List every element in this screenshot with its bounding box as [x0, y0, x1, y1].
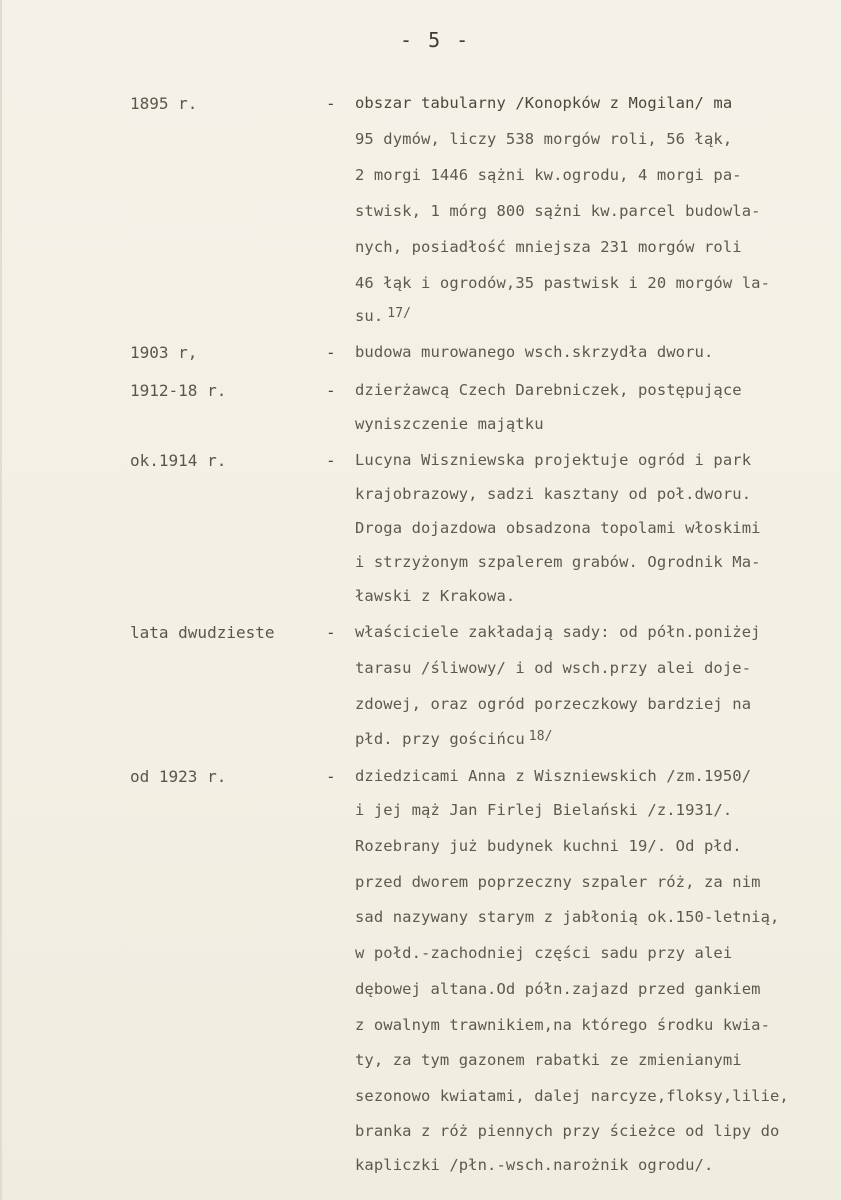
entry-text-line: obszar tabularny /Konopków z Mogilan/ ma: [355, 94, 733, 112]
entry-dash: -: [326, 623, 336, 642]
entry-text-line: w połd.-zachodniej części sadu przy alei: [355, 944, 733, 962]
entry-text-line: stwisk, 1 mórg 800 sążni kw.parcel budowla-: [355, 202, 761, 220]
entry-text-line: 2 morgi 1446 sążni kw.ogrodu, 4 morgi pa-: [355, 166, 742, 184]
entry-dash: -: [326, 343, 336, 362]
footnote-marker: 18/: [528, 729, 553, 744]
entry-text: su.: [355, 307, 384, 325]
entry-text-line: ławski z Krakowa.: [355, 587, 516, 605]
entry-text-line: zdowej, oraz ogród porzeczkowy bardziej na: [355, 695, 752, 713]
entry-date: 1903 r,: [130, 343, 198, 362]
entry-text-line: budowa murowanego wsch.skrzydła dworu.: [355, 343, 714, 361]
entry-dash: -: [326, 381, 336, 400]
footnote-marker: 17/: [387, 306, 412, 321]
entry-text-line: 46 łąk i ogrodów,35 pastwisk i 20 morgów la-: [355, 274, 770, 292]
entry-text-line: i jej mąż Jan Firlej Bielański /z.1931/.: [355, 801, 733, 819]
entry-text-line: z owalnym trawnikiem,na którego środku kwia-: [355, 1016, 770, 1034]
entry-text-line: dzierżawcą Czech Darebniczek, postępujące: [355, 381, 742, 399]
entry-text-line: wyniszczenie majątku: [355, 415, 544, 433]
entry-text-line: [355, 307, 411, 325]
entry-text: płd. przy gościńcu: [355, 730, 525, 748]
entry-date: ok.1914 r.: [130, 451, 227, 470]
entry-text-line: [355, 730, 553, 748]
entry-text-line: Rozebrany już budynek kuchni 19/. Od płd.: [355, 837, 742, 855]
entry-text-line: 95 dymów, liczy 538 morgów roli, 56 łąk,: [355, 130, 733, 148]
entry-date: od 1923 r.: [130, 767, 227, 786]
entry-text-line: krajobrazowy, sadzi kasztany od poł.dworu.: [355, 485, 752, 503]
entry-text-line: branka z róż piennych przy ścieżce od lipy do: [355, 1122, 780, 1140]
entry-text-line: kapliczki /płn.-wsch.narożnik ogrodu/.: [355, 1156, 714, 1174]
entry-text-line: ty, za tym gazonem rabatki ze zmienianymi: [355, 1051, 742, 1069]
entry-text-line: dębowej altana.Od półn.zajazd przed gankiem: [355, 980, 761, 998]
entry-date: 1912-18 r.: [130, 381, 227, 400]
entry-text-line: właściciele zakładają sady: od półn.poniżej: [355, 623, 761, 641]
page-edge: [0, 0, 2, 1200]
entry-text-line: i strzyżonym szpalerem grabów. Ogrodnik Ma-: [355, 553, 761, 571]
entry-date: lata dwudzieste: [130, 623, 275, 642]
entry-text-line: Lucyna Wiszniewska projektuje ogród i park: [355, 451, 752, 469]
entry-text-line: Droga dojazdowa obsadzona topolami włoskimi: [355, 519, 761, 537]
entry-text-line: przed dworem poprzeczny szpaler róż, za nim: [355, 873, 761, 891]
entry-text-line: sezonowo kwiatami, dalej narcyze,floksy,lilie,: [355, 1087, 789, 1105]
entry-dash: -: [326, 767, 336, 786]
page-number: - 5 -: [400, 28, 471, 52]
entry-text-line: tarasu /śliwowy/ i od wsch.przy alei doje-: [355, 659, 752, 677]
entry-dash: -: [326, 451, 336, 470]
entry-text-line: sad nazywany starym z jabłonią ok.150-letnią,: [355, 908, 780, 926]
entry-text-line: dziedzicami Anna z Wiszniewskich /zm.1950/: [355, 767, 752, 785]
entry-dash: -: [326, 94, 336, 113]
entry-text-line: nych, posiadłość mniejsza 231 morgów roli: [355, 238, 742, 256]
entry-date: 1895 r.: [130, 94, 198, 113]
